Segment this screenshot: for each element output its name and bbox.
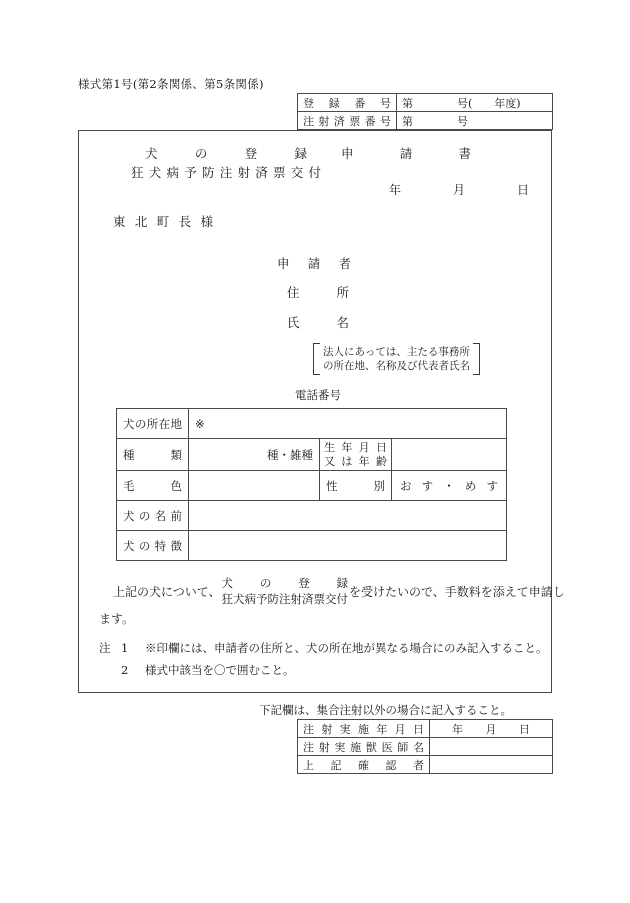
table-row xyxy=(298,738,553,756)
dog-information-table xyxy=(116,408,507,561)
statement-tail: を受けたいので、手数料を添えて申請し xyxy=(349,584,565,599)
veterinarian-name-value[interactable] xyxy=(430,738,553,756)
table-row xyxy=(298,756,553,774)
dog-color-value[interactable] xyxy=(189,471,320,501)
vaccination-section-note: 下記欄は、集合注射以外の場合に記入すること。 xyxy=(259,703,512,717)
dog-sex-label: 性別 xyxy=(320,471,392,501)
applicant-heading: 申請者 xyxy=(277,256,351,271)
application-statement xyxy=(99,574,565,627)
bracket-left-icon xyxy=(313,343,320,375)
bracket-right-icon xyxy=(473,343,480,375)
list-item xyxy=(99,637,548,659)
page-title: 申請書 xyxy=(341,146,471,161)
vaccination-date-label: 注射実施年月日 xyxy=(298,720,430,738)
vaccination-date-value[interactable]: 年 月 日 xyxy=(430,720,553,738)
table-row xyxy=(117,501,507,531)
corporate-note-line-1: 法人にあっては、主たる事務所 xyxy=(323,346,470,358)
dog-name-value[interactable] xyxy=(189,501,507,531)
applicant-name-label: 氏名 xyxy=(287,315,349,330)
notes-block xyxy=(99,637,548,681)
note-text-2: 様式中該当を〇で囲むこと。 xyxy=(145,663,295,677)
note-text-1: ※印欄には、申請者の住所と、犬の所在地が異なる場合にのみ記入すること。 xyxy=(145,641,548,655)
statement-line-1 xyxy=(99,574,565,608)
injection-ticket-number-label: 注射済票番号 xyxy=(298,112,397,130)
vaccination-record-table xyxy=(297,719,553,774)
table-row xyxy=(117,471,507,501)
table-row xyxy=(298,720,553,738)
corporate-note xyxy=(313,343,480,375)
table-row xyxy=(298,112,553,130)
dog-location-value[interactable]: ※ xyxy=(189,409,507,439)
confirmer-value[interactable] xyxy=(430,756,553,774)
note-number-2: 2 xyxy=(121,663,129,677)
dog-birthdate-value[interactable] xyxy=(392,439,507,471)
dog-location-label: 犬の所在地 xyxy=(117,409,189,439)
statement-subject-stack xyxy=(222,575,349,607)
registration-number-value[interactable]: 第 号( 年度) xyxy=(397,94,553,112)
table-row xyxy=(117,409,507,439)
title-subject-stack xyxy=(131,144,321,182)
list-item xyxy=(99,659,548,681)
confirmer-label: 上記確認者 xyxy=(298,756,430,774)
injection-ticket-number-value[interactable]: 第 号 xyxy=(397,112,553,130)
dog-breed-label: 種類 xyxy=(117,439,189,471)
statement-line-2: ます。 xyxy=(99,612,135,626)
statement-lead: 上記の犬について、 xyxy=(113,584,221,599)
statement-subject-registration: 犬の登録 xyxy=(221,576,349,590)
corporate-note-text xyxy=(320,343,473,375)
title-block xyxy=(79,144,553,186)
addressee-label: 東北町長様 xyxy=(113,214,213,229)
note-number-1: 1 xyxy=(121,641,129,655)
dog-features-value[interactable] xyxy=(189,531,507,561)
statement-subject-vaccination: 狂犬病予防注射済票交付 xyxy=(221,592,349,606)
notes-heading: 注 xyxy=(99,641,111,655)
corporate-note-line-2: の所在地、名称及び代表者氏名 xyxy=(323,360,470,372)
table-row xyxy=(117,439,507,471)
dog-birthdate-label-line-2: 又は年齢 xyxy=(324,454,387,468)
table-row xyxy=(117,531,507,561)
dog-sex-value[interactable]: おす・めす xyxy=(392,471,507,501)
application-main-box xyxy=(78,130,565,693)
applicant-address-label: 住所 xyxy=(287,285,349,300)
application-date-line[interactable]: 年 月 日 xyxy=(389,183,529,197)
dog-birthdate-label-line-1: 生年月日 xyxy=(324,440,387,454)
veterinarian-name-label: 注射実施獣医師名 xyxy=(298,738,430,756)
notes-heading-spacer xyxy=(99,659,121,681)
dog-birthdate-label xyxy=(320,439,392,471)
dog-breed-value[interactable]: 種・雑種 xyxy=(189,439,320,471)
registration-number-label: 登録番号 xyxy=(298,94,397,112)
dog-features-label: 犬の特徴 xyxy=(117,531,189,561)
table-row xyxy=(298,94,553,112)
title-subject-vaccination: 狂犬病予防注射済票交付 xyxy=(131,165,321,180)
phone-number-label: 電話番号 xyxy=(295,388,341,402)
title-subject-registration: 犬の登録 xyxy=(145,146,307,161)
form-number-label: 様式第1号(第2条関係、第5条関係) xyxy=(78,77,264,91)
registration-number-table xyxy=(297,93,553,130)
dog-color-label: 毛色 xyxy=(117,471,189,501)
dog-name-label: 犬の名前 xyxy=(117,501,189,531)
